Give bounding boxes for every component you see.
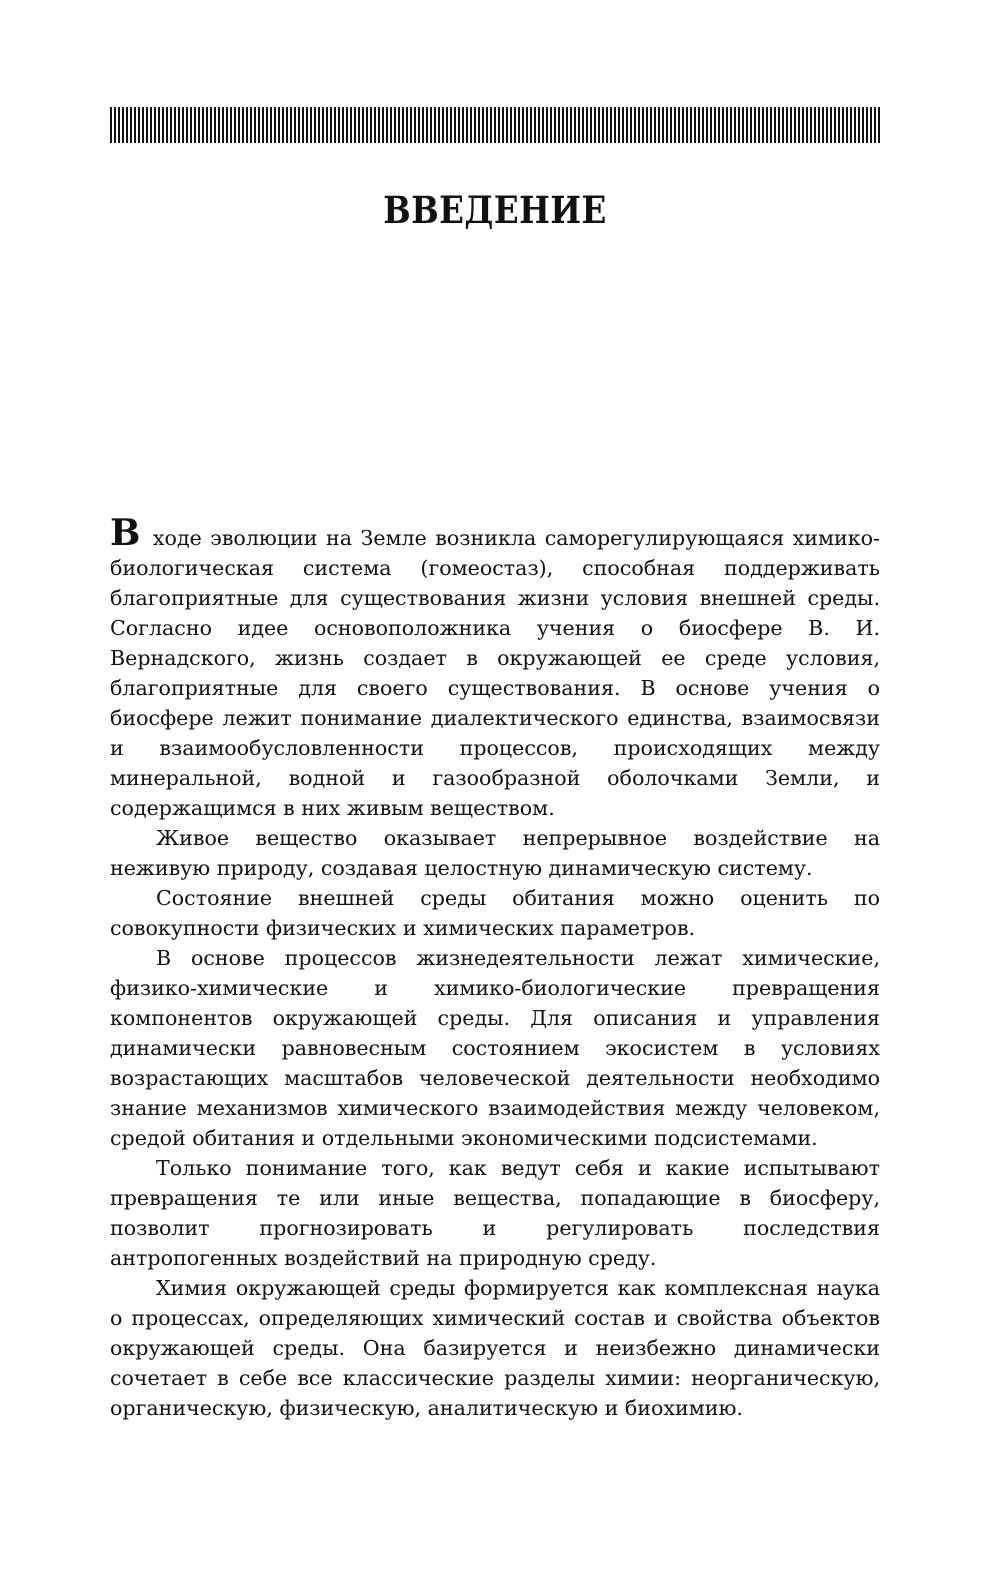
paragraph-6: Химия окружающей среды формируется как комплексная наука о процессах, определяющих химический состав и свойства объектов окружающей среды. Она базируется и неизбежно динамически сочетает в себе все классические разделы химии: неорганическую, органическую, физическую, аналитическую и биохимию. [110,1276,880,1420]
body-text [110,512,880,1423]
paragraph-3: Состояние внешней среды обитания можно оценить по совокупности физических и химических параметров. [110,886,880,940]
decorative-header-bar [110,107,880,143]
paragraph-2: Живое вещество оказывает непрерывное воздействие на неживую природу, создавая целостную динамическую систему. [110,826,880,880]
paragraph-5: Только понимание того, как ведут себя и какие испытывают превращения те или иные вещества, попадающие в биосферу, позволит прогнозировать и регулировать последствия антропогенных воздействий на природную среду. [110,1156,880,1270]
paragraph-1-text: ходе эволюции на Земле возникла саморегулирующаяся химико-биологическая система (гомеостаз), способная поддерживать благоприятные для существования жизни условия внешней среды. Согласно идее основоположника учения о биосфере В. И. Вернадского, жизнь создает в окружающей ее среде условия, благоприятные для своего существования. В основе учения о биосфере лежит понимание диалектического единства, взаимосвязи и взаимообусловленности процессов, происходящих между минеральной, водной и газообразной оболочками Земли, и содержащимся в них живым веществом. [110,526,880,820]
chapter-title: ВВЕДЕНИЕ [383,188,607,232]
paragraph-4: В основе процессов жизнедеятельности лежат химические, физико-химические и химико-биологические превращения компонентов окружающей среды. Для описания и управления динамически равновесным состоянием экосистем в условиях возрастающих масштабов человеческой деятельности необходимо знание механизмов химического взаимодействия между человеком, средой обитания и отдельными экономическими подсистемами. [110,946,880,1150]
paragraph-1 [110,512,880,823]
drop-cap: В [110,512,141,554]
